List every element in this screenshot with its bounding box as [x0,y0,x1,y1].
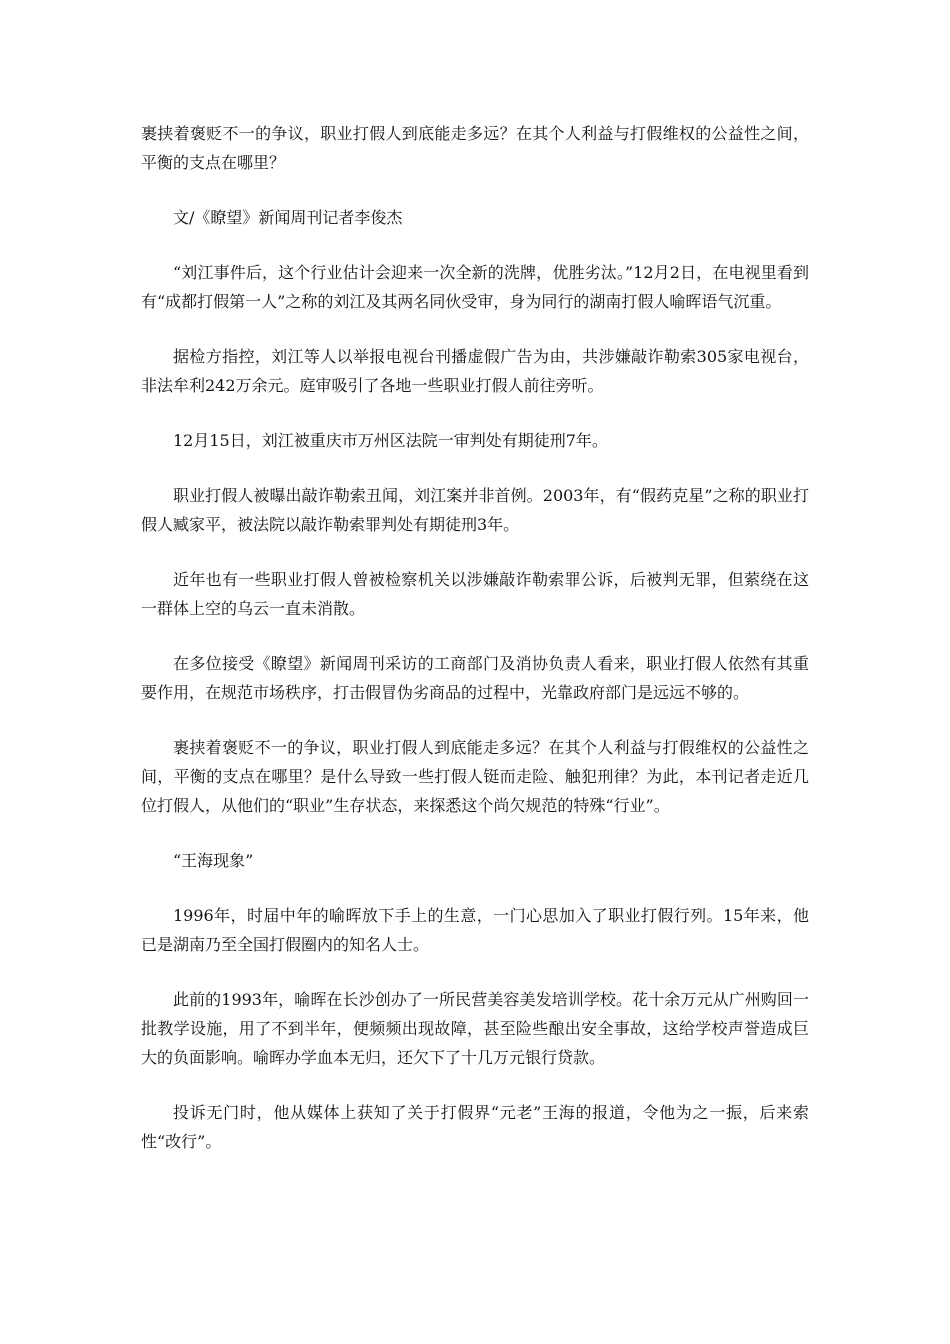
body-paragraph: 投诉无门时，他从媒体上获知了关于打假界“元老”王海的报道，令他为之一振，后来索性“改行”。 [141,1103,809,1151]
byline: 文/《瞭望》新闻周刊记者李俊杰 [173,208,403,227]
body-paragraph: 1996年，时届中年的喻晖放下手上的生意，一门心思加入了职业打假行列。15年来，他已是湖南乃至全国打假圈内的知名人士。 [141,906,809,954]
intro-paragraph: 裹挟着褒贬不一的争议，职业打假人到底能走多远？在其个人利益与打假维权的公益性之间，平衡的支点在哪里？ [141,124,809,172]
section-heading: “王海现象” [173,851,254,870]
body-paragraph: 裹挟着褒贬不一的争议，职业打假人到底能走多远？在其个人利益与打假维权的公益性之间，平衡的支点在哪里？是什么导致一些打假人铤而走险、触犯刑律？为此，本刊记者走近几位打假人，从他们的“职业”生存状态，来探悉这个尚欠规范的特殊“行业”。 [141,738,809,815]
body-paragraph: “刘江事件后，这个行业估计会迎来一次全新的洗牌，优胜劣汰。”12月2日，在电视里看到有“成都打假第一人”之称的刘江及其两名同伙受审，身为同行的湖南打假人喻晖语气沉重。 [141,263,809,311]
body-paragraph: 12月15日，刘江被重庆市万州区法院一审判处有期徒刑7年。 [173,431,608,450]
body-paragraph: 此前的1993年，喻晖在长沙创办了一所民营美容美发培训学校。花十余万元从广州购回一批教学设施，用了不到半年，便频频出现故障，甚至险些酿出安全事故，这给学校声誉造成巨大的负面影响。喻晖办学血本无归，还欠下了十几万元银行贷款。 [141,990,809,1067]
body-paragraph: 据检方指控，刘江等人以举报电视台刊播虚假广告为由，共涉嫌敲诈勒索305家电视台，非法牟利242万余元。庭审吸引了各地一些职业打假人前往旁听。 [141,347,809,395]
body-paragraph: 在多位接受《瞭望》新闻周刊采访的工商部门及消协负责人看来，职业打假人依然有其重要作用，在规范市场秩序，打击假冒伪劣商品的过程中，光靠政府部门是远远不够的。 [141,654,809,702]
article-body [141,119,809,1182]
body-paragraph: 近年也有一些职业打假人曾被检察机关以涉嫌敲诈勒索罪公诉，后被判无罪，但萦绕在这一群体上空的乌云一直未消散。 [141,570,809,618]
body-paragraph: 职业打假人被曝出敲诈勒索丑闻，刘江案并非首例。2003年，有“假药克星”之称的职业打假人臧家平，被法院以敲诈勒索罪判处有期徒刑3年。 [141,486,809,534]
